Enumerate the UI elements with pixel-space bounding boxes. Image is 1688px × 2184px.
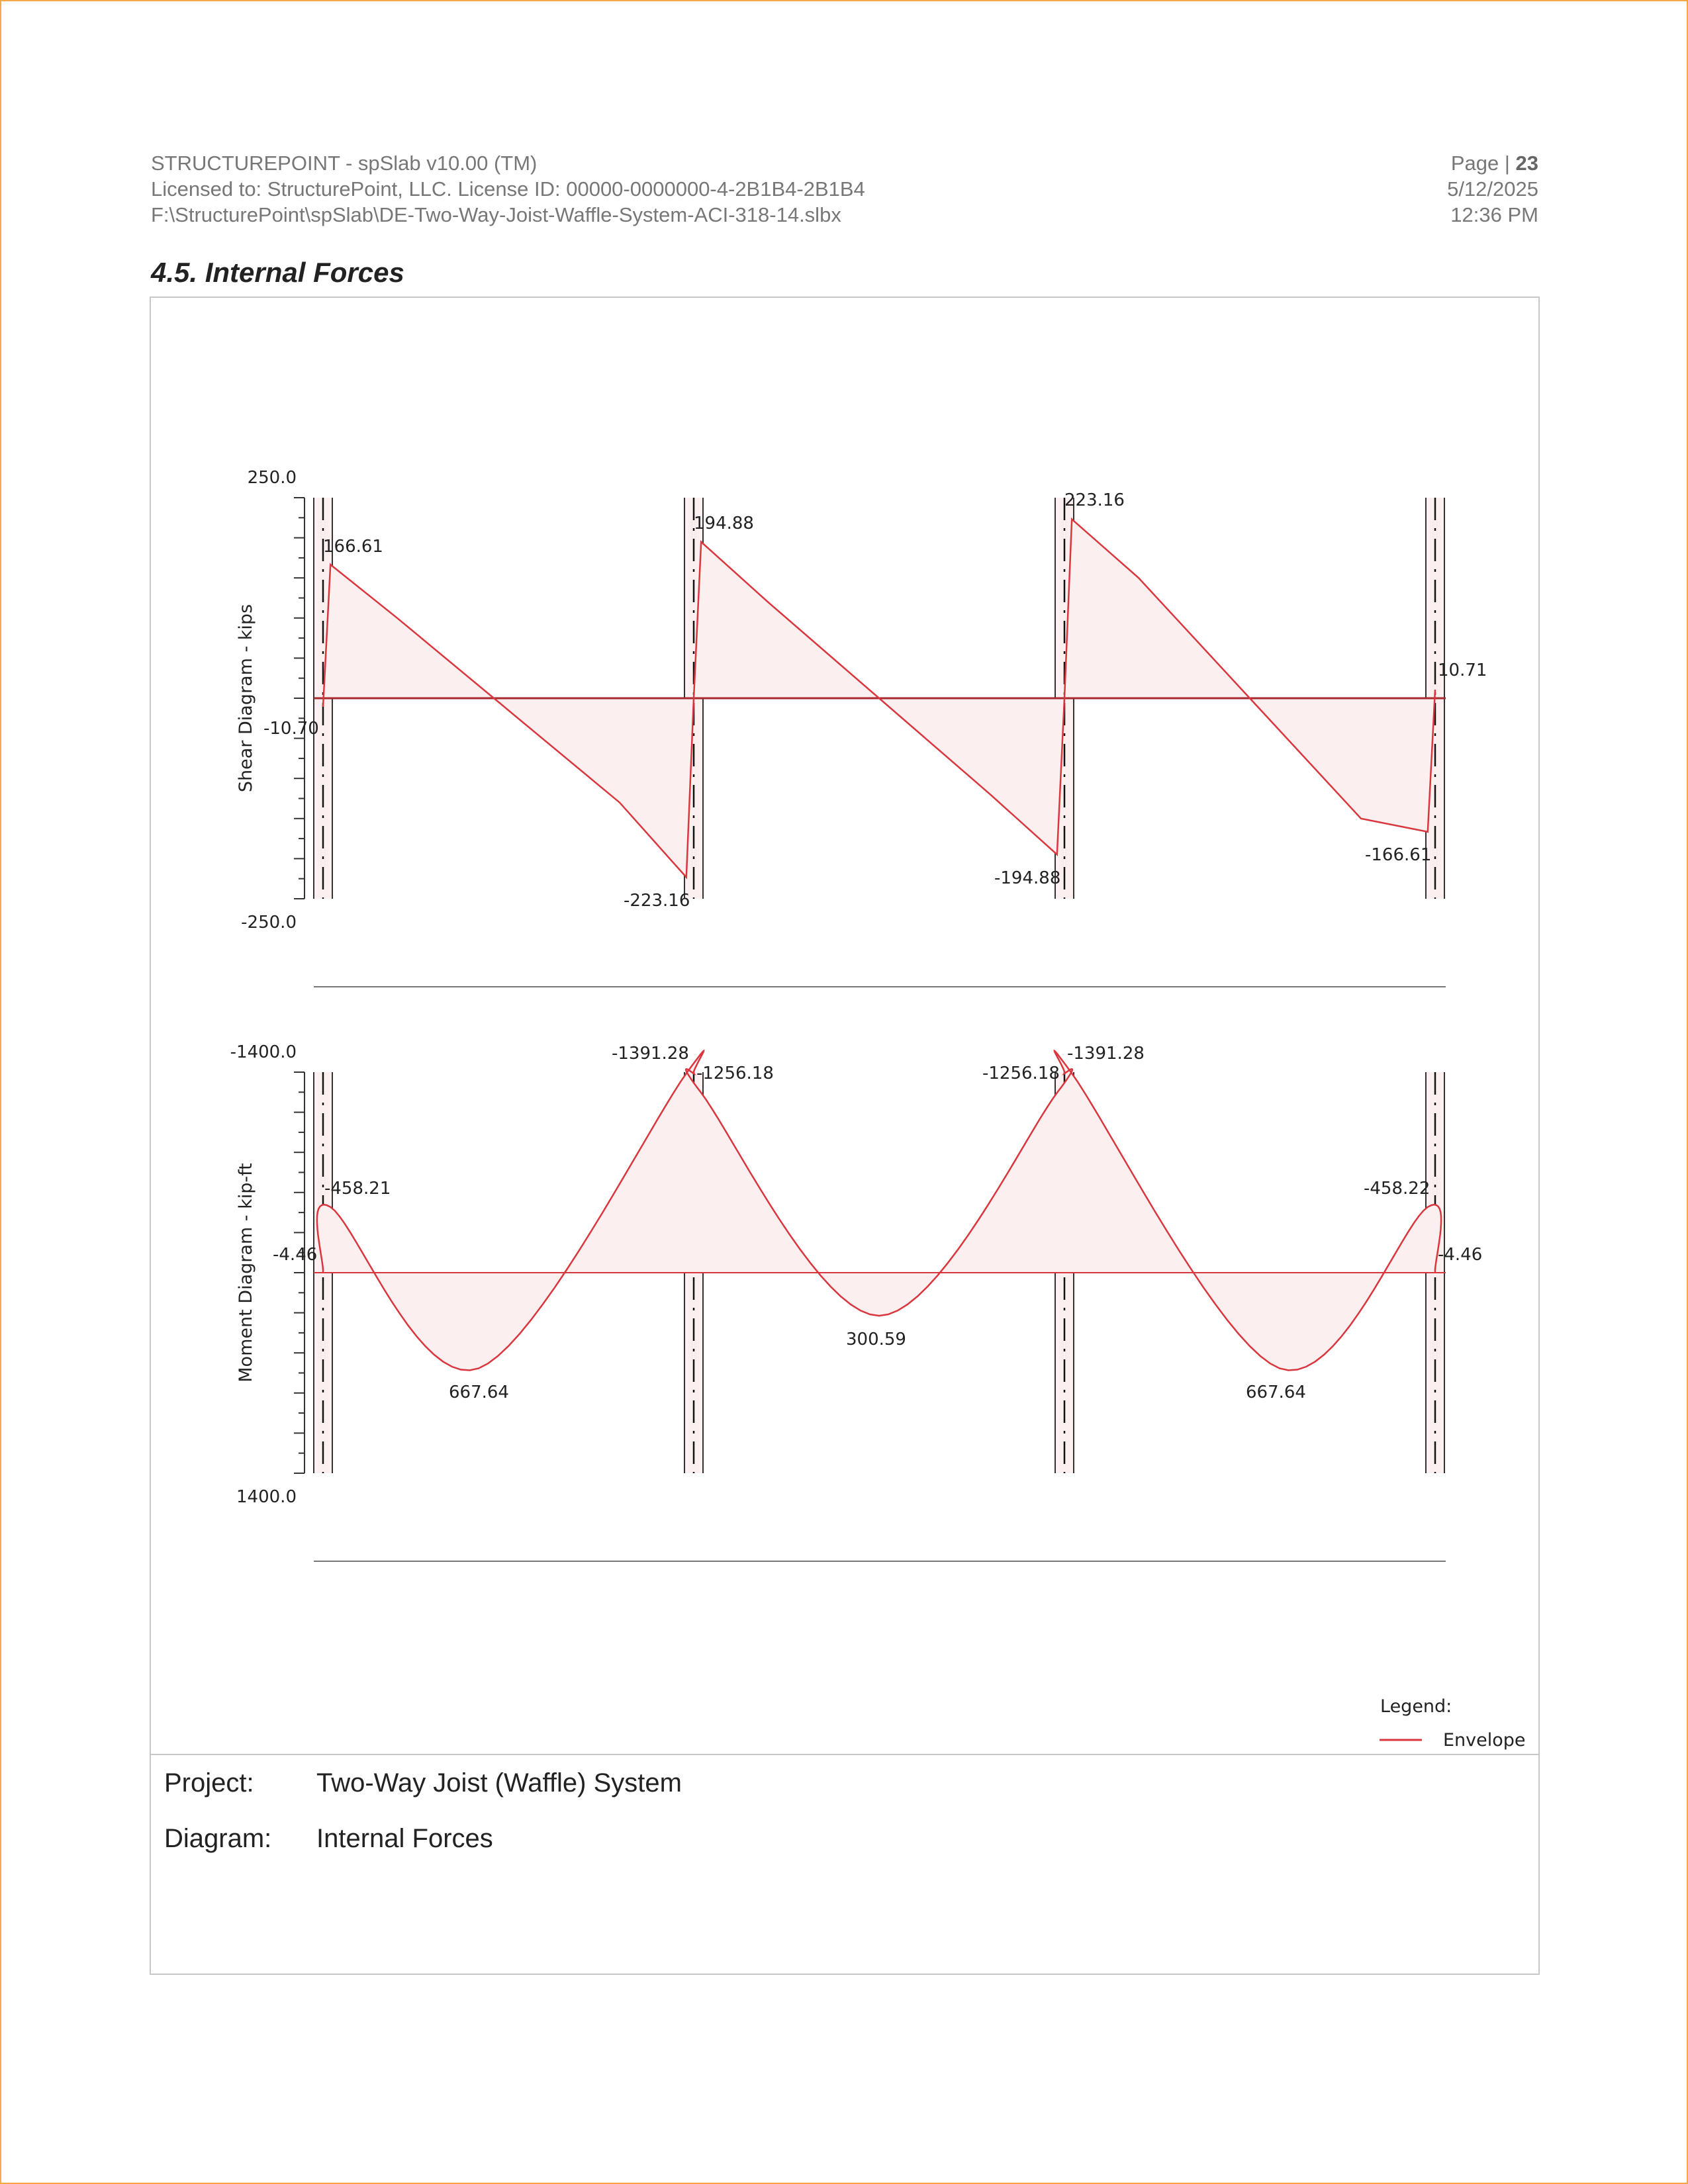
- shear-label-span1-top: 194.88: [694, 514, 754, 533]
- moment-area-fill: [317, 1051, 1441, 1371]
- moment-tick-bottom: 1400.0: [236, 1487, 297, 1507]
- shear-label-left-end: -10.70: [263, 719, 319, 739]
- diagram-label: Diagram:: [164, 1824, 272, 1853]
- project-info-box: [150, 1754, 1540, 1975]
- diagram-value: Internal Forces: [316, 1824, 493, 1853]
- project-label: Project:: [164, 1768, 254, 1797]
- legend: [1380, 1696, 1526, 1751]
- shear-label-span1-bottom: -223.16: [624, 891, 690, 911]
- shear-diagram: [236, 468, 1487, 987]
- legend-title: Legend:: [1380, 1696, 1452, 1717]
- shear-label-right-end: 10.71: [1438, 660, 1487, 680]
- shear-label-span2-top: 223.16: [1064, 490, 1125, 510]
- shear-tick-bottom: -250.0: [241, 913, 297, 933]
- project-value: Two-Way Joist (Waffle) System: [316, 1768, 682, 1797]
- file-path-line: F:\StructurePoint\spSlab\DE-Two-Way-Joist-Waffle-System-ACI-318-14.slbx: [151, 203, 841, 226]
- report-date: 5/12/2025: [1447, 177, 1538, 201]
- shear-label-left-top: 166.61: [323, 537, 383, 557]
- report-time: 12:36 PM: [1450, 203, 1538, 226]
- moment-ticks: [294, 1072, 305, 1473]
- moment-label-span2-positive: 300.59: [846, 1330, 906, 1349]
- shear-tick-top: 250.0: [247, 468, 297, 488]
- shear-label-span3-bottom: -166.61: [1365, 845, 1432, 865]
- page-label: Page |: [1450, 152, 1516, 175]
- section-title: 4.5. Internal Forces: [151, 257, 404, 288]
- page-number: 23: [1515, 152, 1538, 175]
- diagram-row: [164, 1824, 493, 1854]
- shear-axis-label: Shear Diagram - kips: [236, 604, 256, 793]
- moment-label-span2-left-support: -1256.18: [696, 1064, 774, 1083]
- moment-label-left-face: -458.21: [324, 1179, 391, 1199]
- moment-label-left-end: -4.46: [273, 1245, 318, 1265]
- moment-label-span1-positive: 667.64: [449, 1383, 509, 1402]
- project-row: [164, 1768, 682, 1798]
- moment-diagram: [230, 1042, 1483, 1561]
- license-line: Licensed to: StructurePoint, LLC. License ID: 00000-0000000-4-2B1B4-2B1B4: [151, 177, 865, 201]
- moment-label-right-end: -4.46: [1438, 1245, 1483, 1265]
- legend-envelope-label: Envelope: [1443, 1730, 1526, 1751]
- shear-label-span2-bottom: -194.88: [994, 868, 1061, 888]
- software-line: STRUCTUREPOINT - spSlab v10.00 (TM): [151, 152, 538, 175]
- moment-axis-label: Moment Diagram - kip-ft: [236, 1163, 256, 1383]
- moment-label-span3-right-support: -1391.28: [1067, 1044, 1145, 1064]
- shear-ticks: [294, 498, 305, 899]
- moment-label-span2-right-support: -1256.18: [982, 1064, 1060, 1083]
- moment-label-span1-left-support: -1391.28: [612, 1044, 689, 1064]
- moment-tick-top: -1400.0: [230, 1042, 297, 1062]
- moment-label-span3-positive: 667.64: [1246, 1383, 1306, 1402]
- moment-label-right-face: -458.22: [1364, 1179, 1430, 1199]
